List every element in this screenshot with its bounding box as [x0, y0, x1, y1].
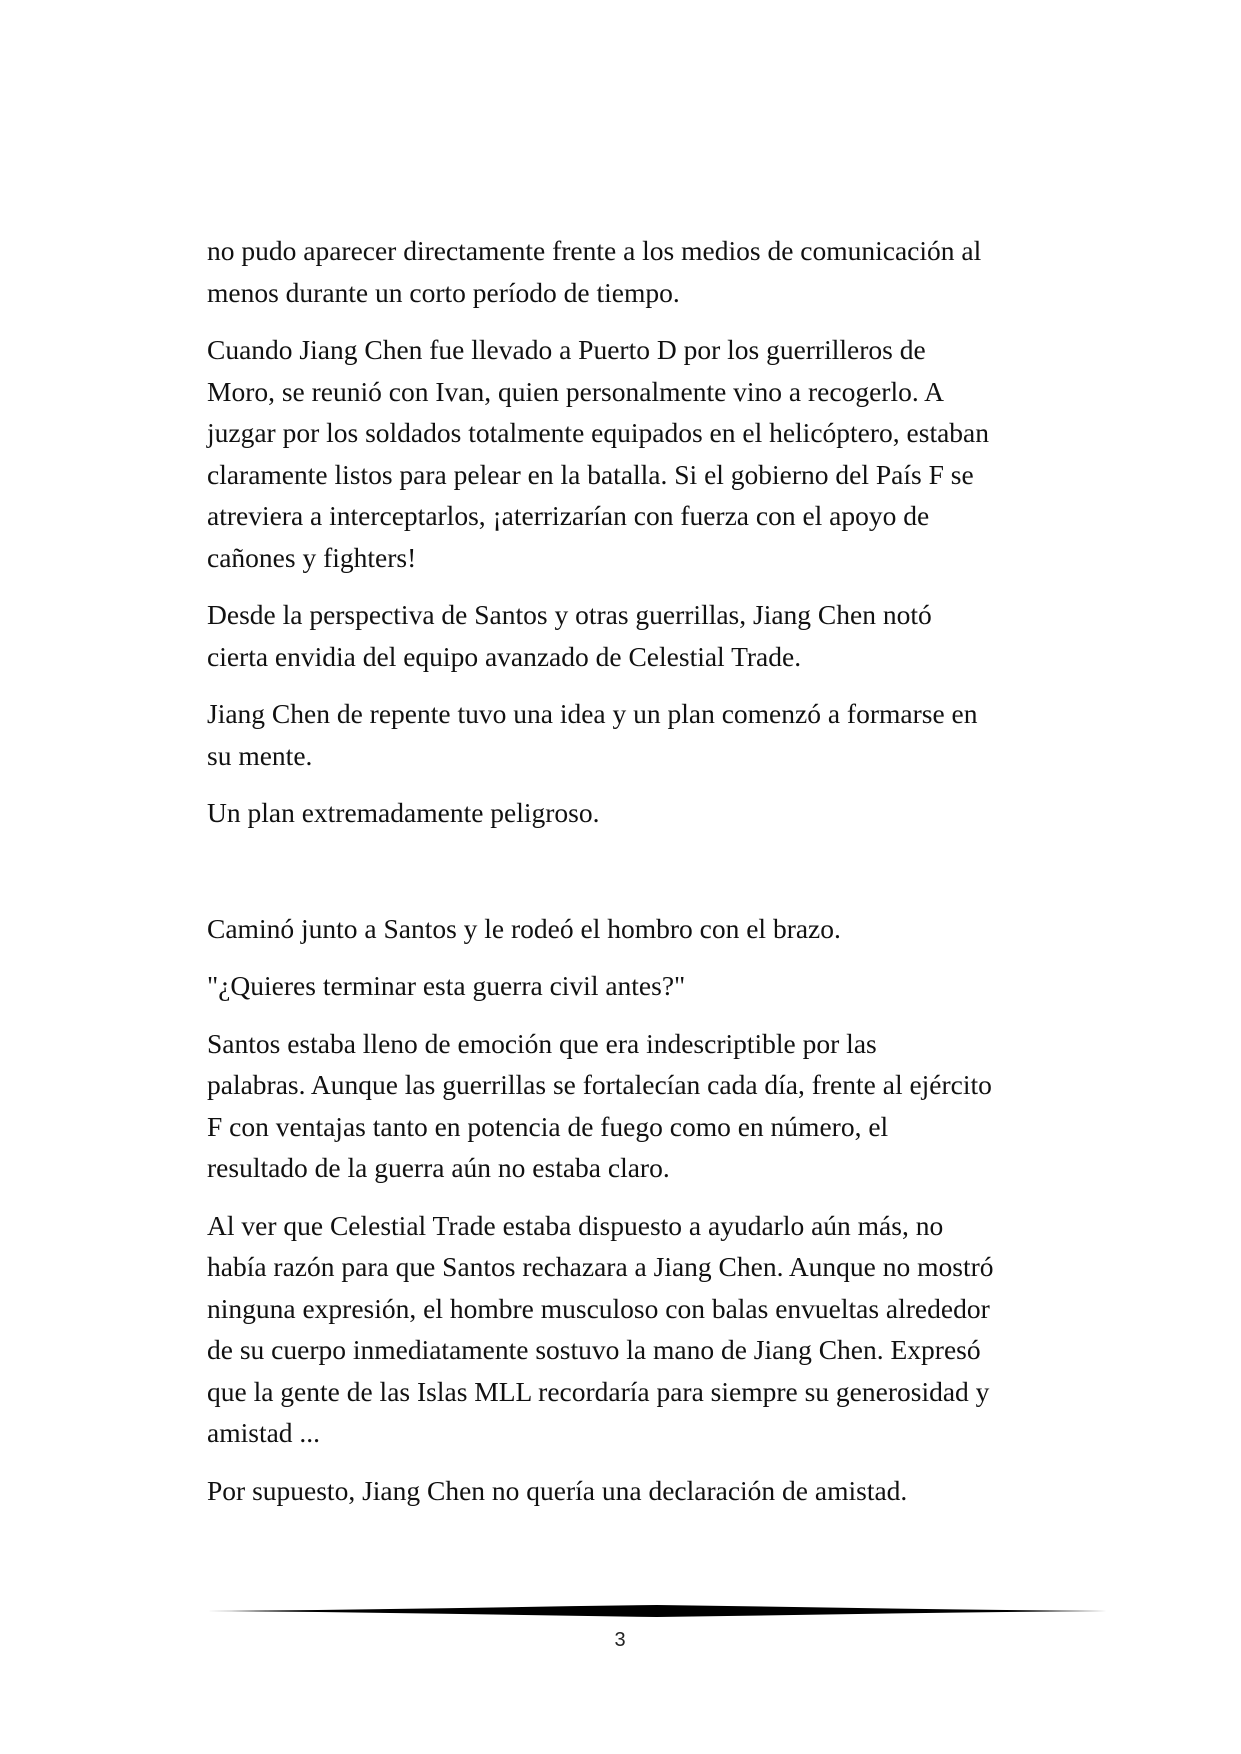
- text-line: menos durante un corto período de tiempo.: [207, 276, 680, 308]
- text-line: Cuando Jiang Chen fue llevado a Puerto D por los guerrilleros de: [207, 334, 926, 365]
- paragraph: [207, 594, 1077, 677]
- text-line: Caminó junto a Santos y le rodeó el hombro con el brazo.: [207, 912, 841, 944]
- text-line: palabras. Aunque las guerrillas se fortalecían cada día, frente al ejército: [207, 1069, 992, 1100]
- paragraph: [207, 329, 1077, 578]
- text-line: que la gente de las Islas MLL recordaría para siempre su generosidad y: [207, 1375, 990, 1407]
- paragraph: [207, 1205, 1077, 1454]
- text-line: resultado de la guerra aún no estaba claro.: [207, 1152, 670, 1183]
- text-line: Desde la perspectiva de Santos y otras guerrillas, Jiang Chen notó: [207, 599, 932, 630]
- text-line: Al ver que Celestial Trade estaba dispuesto a ayudarlo aún más, no: [207, 1209, 944, 1241]
- paragraph: [207, 1023, 1077, 1189]
- text-line: no pudo aparecer directamente frente a los medios de comunicación al: [207, 235, 982, 266]
- paragraph: [207, 792, 1077, 834]
- section-after-break: [207, 908, 1077, 1512]
- text-line: "¿Quieres terminar esta guerra civil antes?": [207, 970, 686, 1001]
- paragraph: [207, 1470, 1077, 1512]
- paragraph: [207, 965, 1077, 1007]
- paragraph: [207, 908, 1077, 950]
- text-line: Moro, se reunió con Ivan, quien personalmente vino a recogerlo. A: [207, 375, 944, 407]
- text-line: cierta envidia del equipo avanzado de Celestial Trade.: [207, 640, 802, 672]
- text-line: juzgar por los soldados totalmente equipados en el helicóptero, estaban: [207, 417, 989, 448]
- text-line: había razón para que Santos rechazara a Jiang Chen. Aunque no mostró: [207, 1251, 994, 1282]
- paragraph: [207, 230, 1077, 313]
- text-line: claramente listos para pelear en la batalla. Si el gobierno del País F se: [207, 458, 974, 490]
- footer-rule: [207, 1603, 1107, 1619]
- text-line: Santos estaba lleno de emoción que era indescriptible por las: [207, 1027, 877, 1059]
- section-before-break: [207, 230, 1077, 834]
- text-line: su mente.: [207, 739, 313, 771]
- text-line: ninguna expresión, el hombre musculoso con balas envueltas alrededor: [207, 1292, 990, 1324]
- page-number: 3: [614, 1629, 626, 1651]
- body-text: [207, 230, 1077, 1527]
- paragraph: [207, 693, 1077, 776]
- text-line: Por supuesto, Jiang Chen no quería una declaración de amistad.: [207, 1474, 908, 1506]
- text-line: atreviera a interceptarlos, ¡aterrizarían con fuerza con el apoyo de: [207, 500, 930, 531]
- text-line: F con ventajas tanto en potencia de fuego como en número, el: [207, 1110, 889, 1142]
- text-line: cañones y fighters!: [207, 541, 417, 573]
- text-line: amistad ...: [207, 1417, 321, 1448]
- text-line: Un plan extremadamente peligroso.: [207, 797, 600, 828]
- scene-break: [207, 850, 1077, 908]
- text-line: Jiang Chen de repente tuvo una idea y un plan comenzó a formarse en: [207, 698, 978, 729]
- text-line: de su cuerpo inmediatamente sostuvo la mano de Jiang Chen. Expresó: [207, 1334, 981, 1365]
